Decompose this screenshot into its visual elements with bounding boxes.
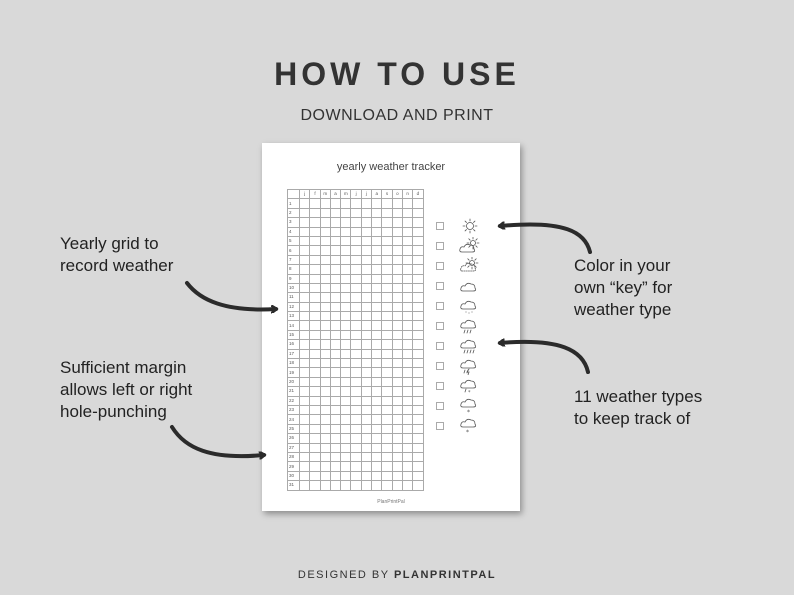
month-header: a: [372, 190, 382, 199]
note-margin: Sufficient margin allows left or right hole-punching: [60, 358, 193, 421]
svg-text:*: *: [468, 390, 471, 395]
month-header: f: [310, 190, 320, 199]
note-weather-types: 11 weather types to keep track of: [574, 387, 703, 428]
day-label: 1: [288, 199, 300, 208]
day-label: 15: [288, 330, 300, 339]
day-label: 17: [288, 349, 300, 358]
day-label: 26: [288, 434, 300, 443]
day-label: 27: [288, 443, 300, 452]
day-label: 8: [288, 265, 300, 274]
day-label: 31: [288, 481, 300, 490]
month-header: j: [351, 190, 361, 199]
note-color-key: Color in your own “key” for weather type: [574, 256, 673, 319]
svg-text:*: *: [467, 409, 470, 415]
day-label: 19: [288, 368, 300, 377]
day-label: 9: [288, 274, 300, 283]
day-label: 28: [288, 452, 300, 461]
month-header: s: [382, 190, 392, 199]
arrow-to-key-top: [500, 224, 590, 252]
svg-text:*: *: [466, 429, 469, 435]
day-label: 21: [288, 387, 300, 396]
day-label: 24: [288, 415, 300, 424]
month-header: j: [300, 190, 310, 199]
month-header: a: [330, 190, 340, 199]
day-label: 25: [288, 424, 300, 433]
day-label: 18: [288, 359, 300, 368]
day-label: 14: [288, 321, 300, 330]
day-label: 20: [288, 377, 300, 386]
sheet-title: yearly weather tracker: [336, 161, 446, 173]
day-label: 6: [288, 246, 300, 255]
page-subtitle: DOWNLOAD AND PRINT: [300, 107, 494, 124]
day-label: 22: [288, 396, 300, 405]
day-label: 30: [288, 471, 300, 480]
day-label: 12: [288, 302, 300, 311]
month-header: m: [341, 190, 351, 199]
day-label: 3: [288, 218, 300, 227]
designer-brand: PLANPRINTPAL: [393, 569, 497, 581]
day-label: 7: [288, 255, 300, 264]
day-label: 16: [288, 340, 300, 349]
month-header: o: [392, 190, 402, 199]
note-yearly-grid: Yearly grid to record weather: [60, 234, 174, 275]
day-label: 4: [288, 227, 300, 236]
day-label: 11: [288, 293, 300, 302]
month-header: d: [413, 190, 423, 199]
day-label: 13: [288, 312, 300, 321]
day-label: 10: [288, 283, 300, 292]
page-title: HOW TO USE: [274, 56, 520, 92]
month-header: j: [361, 190, 371, 199]
designer-credit-prefix: DESIGNED BY: [297, 569, 394, 581]
arrow-to-margin: [172, 427, 264, 456]
sheet-brand: PlanPrintPal: [377, 499, 405, 505]
day-label: 29: [288, 462, 300, 471]
arrow-to-key-mid: [500, 342, 588, 372]
day-label: 2: [288, 208, 300, 217]
day-label: 5: [288, 236, 300, 245]
month-header: n: [402, 190, 412, 199]
day-label: 23: [288, 405, 300, 414]
month-header: m: [320, 190, 330, 199]
designer-credit: [0, 569, 794, 581]
arrow-to-grid: [187, 283, 276, 309]
